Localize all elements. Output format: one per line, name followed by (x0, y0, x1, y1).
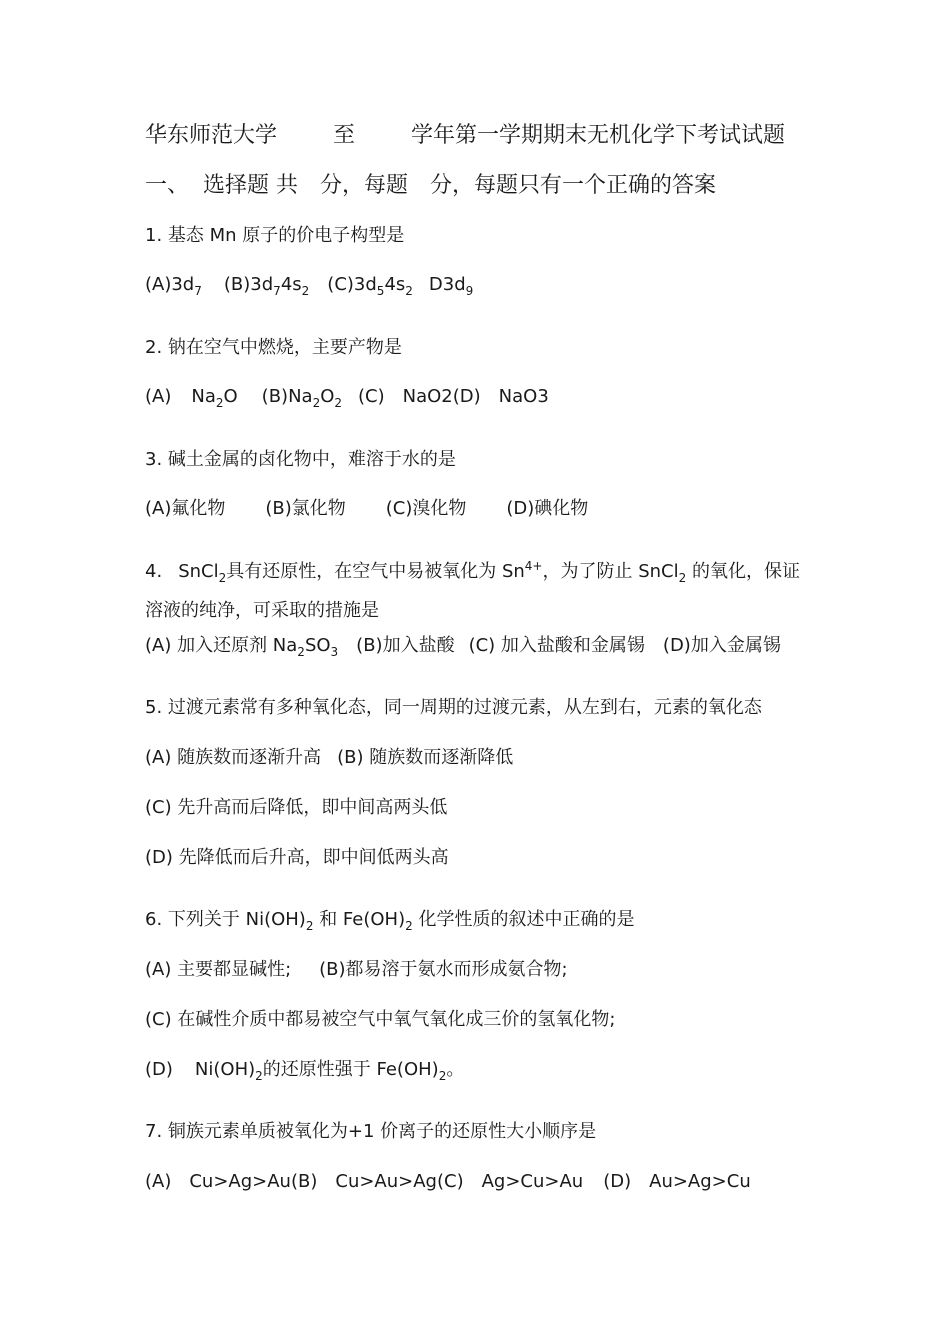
q4-option-a: (A) 加入还原剂 $Na_2SO_3$ (145, 635, 339, 659)
q6-option-c: (C) 在碱性介质中都易被空气中氧气氧化成三价的氢氧化物; (145, 1009, 616, 1030)
question-3-stem: 3. 碱土金属的卤化物中，难溶于水的是 (145, 449, 456, 470)
question-1-options (145, 273, 473, 297)
q2-option-d: (D) NaO3 (452, 386, 549, 407)
q5-option-d: (D) 先降低而后升高，即中间低两头高 (145, 847, 449, 868)
question-5-options-ab (145, 746, 513, 770)
question-4-stem: 4. SnCl$_2$具有还原性，在空气中易被氧化为 $Sn^{4+}$，为了防止 SnCl$_2$ 的氧化，保证 (145, 559, 800, 585)
question-7-stem: 7. 铜族元素单质被氧化为+1 价离子的还原性大小顺序是 (145, 1121, 597, 1142)
q4-option-d: (D)加入金属锡 (662, 635, 781, 656)
q7-option-b: (B) Cu>Au>Ag (290, 1171, 437, 1192)
q3-option-b: (B)氯化物 (265, 498, 346, 519)
q3-option-a: (A)氟化物 (145, 498, 226, 519)
q5-option-c: (C) 先升高而后降低，即中间高两头低 (145, 797, 448, 818)
q2-option-c: (C) NaO2 (358, 386, 453, 407)
section-heading (145, 172, 716, 200)
q7-option-d: (D) Au>Ag>Cu (603, 1171, 751, 1192)
q1-option-a: $(A)3d_7$ (145, 274, 202, 298)
q7-option-a: (A) Cu>Ag>Au (145, 1171, 291, 1192)
section-type: 选择题 共 (203, 173, 299, 198)
q2-option-b: $(B)Na_2O_2$ (261, 386, 343, 410)
title-university: 华东师范大学 (145, 123, 278, 148)
q1-option-c: $(C)3d_54s_2$ (327, 274, 413, 298)
exam-title (145, 122, 785, 150)
question-2-stem: 2. 钠在空气中燃烧，主要产物是 (145, 337, 402, 358)
q5-option-a: (A) 随族数而逐渐升高 (145, 747, 322, 768)
section-number: 一、 (145, 173, 190, 198)
question-6-stem: 6. 下列关于 $Ni(OH)_2$ 和 $Fe(OH)_2$ 化学性质的叙述中正确的是 (145, 909, 635, 933)
question-7-options (145, 1170, 751, 1194)
q1-option-d: $D3d_9$ (428, 274, 474, 298)
q6-option-d: (D) $Ni(OH)_2$的还原性强于 $Fe(OH)_2$。 (145, 1059, 465, 1083)
q3-option-c: (C)溴化物 (385, 498, 467, 519)
title-to: 至 (333, 123, 356, 148)
section-instruction: 分，每题只有一个正确的答案 (430, 173, 717, 198)
q3-option-d: (D)碘化物 (506, 498, 589, 519)
question-4-stem-line2: 溶液的纯净，可采取的措施是 (145, 600, 379, 621)
question-5-stem: 5. 过渡元素常有多种氧化态，同一周期的过渡元素，从左到右，元素的氧化态 (145, 697, 762, 718)
question-2-options (145, 385, 549, 409)
question-1-stem: 1. 基态 Mn 原子的价电子构型是 (145, 225, 405, 246)
q7-option-c: (C) Ag>Cu>Au (436, 1171, 584, 1192)
q6-option-a: (A) 主要都显碱性; (145, 959, 292, 980)
q4-option-b: (B)加入盐酸 (356, 635, 455, 656)
q4-option-c: (C) 加入盐酸和金属锡 (468, 635, 645, 656)
question-3-options (145, 497, 588, 521)
question-6-options-ab (145, 958, 568, 982)
q6-option-b: (B)都易溶于氨水而形成氨合物; (319, 959, 568, 980)
title-term: 学年第一学期期末无机化学下考试试题 (411, 123, 786, 148)
question-4-options (145, 634, 781, 658)
q2-option-a: (A) $Na_2O$ (145, 386, 238, 410)
section-points: 分，每题 (320, 173, 409, 198)
q1-option-b: $(B)3d_74s_2$ (223, 274, 310, 298)
q5-option-b: (B) 随族数而逐渐降低 (337, 747, 514, 768)
